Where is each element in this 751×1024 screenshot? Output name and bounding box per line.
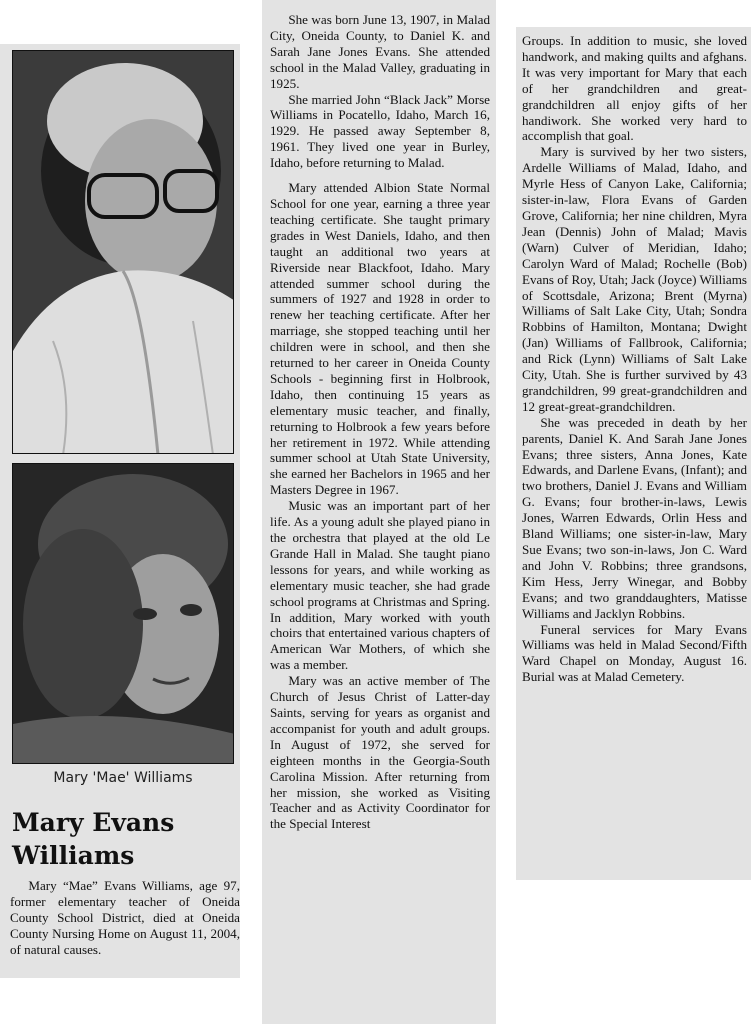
intro-paragraph: Mary “Mae” Evans Williams, age 97, former elementary teacher of Oneida County School District, died at Oneida County Nursing Home on August 11, 2004, of natural causes. [10,878,240,957]
obituary-headline [12,806,232,872]
right-column [516,27,751,880]
marriage-paragraph: She married John “Black Jack” Morse Williams in Pocatello, Idaho, March 16, 1929. He passed away September 8, 1961. They lived one year in Burley, Idaho, before returning to Malad. [270,91,490,171]
preceded-paragraph: She was preceded in death by her parents, Daniel K. And Sarah Jane Jones Evans; three sisters, Anna Jones, Kate Edwards, and Darlene Evans, (Infant); and two brothers, Daniel J. Evans and William G. Evans; four brother-in-laws, Lewis Jones, Warren Edwards, Orlin Hess and Bland Williams; one sister-in-law, Mary Sue Evans; two son-in-laws, Jon C. Ward and John V. Robbins; three grandsons, Kim Hess, Jerry Winegar, and Bobby Evans; and two granddaughters, Matisse Williams and Jacklyn Robbins. [522,414,747,621]
older-portrait-photo [12,50,234,454]
funeral-paragraph: Funeral services for Mary Evans Williams was held in Malad Second/Fifth Ward Chapel on Monday, August 16. Burial was at Malad Cemetery. [522,621,747,685]
education-paragraph: Mary attended Albion State Normal School for one year, earning a three year teaching certificate. She taught primary grades in West Daniels, Idaho, and then taught an additional two years at Riverside near Blackfoot, Idaho. Mary attended summer school during the summers of 1927 and 1928 in order to renew her teaching certificate. After her marriage, she stopped teaching until her children were in school, and then she returned to her career in Oneida County Schools - beginning first in Holbrook, Idaho, then continuing 15 years as elementary music teacher, and finally, returning to Holbrook a few years before her retirement in 1972. While attending summer school at Utah State University, she earned her Bachelors in 1965 and her Masters Degree in 1967. [270,180,490,498]
middle-column [262,0,496,1024]
survivors-paragraph: Mary is survived by her two sisters, Ardelle Williams of Malad, Idaho, and Myrle Hess of Canyon Lake, California; sister-in-law, Flora Evans of Garden Grove, California; her nine children, Myra Jean (Dennis) John of Malad; Mavis (Warn) Culver of Meridian, Idaho; Carolyn Ward of Malad; Rochelle (Bob) Evans of Roy, Utah; Jack (Joyce) Williams of Scottsdale, Arizona; Brent (Myrna) Williams of Salt Lake City, Utah; Sondra Robbins of Hamilton, Montana; Dwight (Jan) Williams of Fallbrook, California; and Rick (Lynn) Williams of Salt Lake City, Utah. She is further survived by 43 grandchildren, 99 great-grandchildren and 12 great-great-grandchildren. [522,144,747,414]
headline-line-1: Mary Evans [12,808,175,837]
church-paragraph: Mary was an active member of The Church of Jesus Christ of Latter-day Saints, serving for years as organist and accompanist for youth and adult groups. In August of 1972, she served for eighteen months in the Georgia-South Carolina Mission. After returning from her mission, she worked as Visiting Teacher and as Activity Coordinator for the Special Interest [270,673,490,832]
birth-paragraph: She was born June 13, 1907, in Malad City, Oneida County, to Daniel K. and Sarah Jane Jones Evans. She attended school in the Malad Valley, graduating in 1925. [270,12,490,91]
headline-line-2: Williams [12,841,135,870]
music-paragraph: Music was an important part of her life. As a young adult she played piano in the orchestra that played at the old Le Grande Hall in Malad. She taught piano lessons for years, and while working as elementary music teacher, she had grade school programs at Christmas and Spring. In addition, Mary worked with youth choirs that entertained various chapters of American War Mothers, of which she was a member. [270,498,490,673]
young-portrait-photo [12,463,234,764]
intro-block [10,878,240,958]
handwork-paragraph: Groups. In addition to music, she loved handwork, and making quilts and afghans. It was very important for Mary that each of her grandchildren and great-grandchildren all enjoy gifts of her handiwork. She worked very hard to accomplish that goal. [522,33,747,144]
photo-caption: Mary 'Mae' Williams [53,770,193,786]
